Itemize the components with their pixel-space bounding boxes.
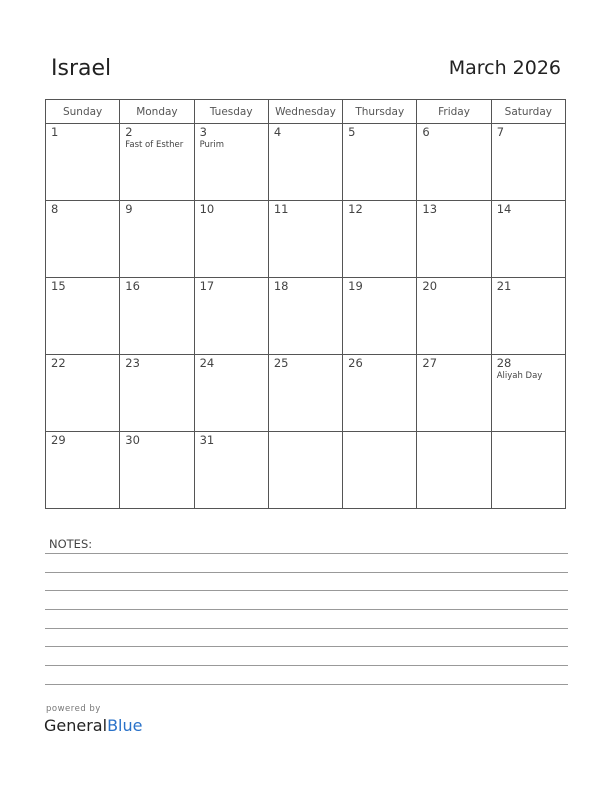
- day-cell: [194, 355, 268, 432]
- month-year-title: March 2026: [448, 57, 561, 79]
- day-cell: [120, 278, 194, 355]
- holiday-label: Fast of Esther: [125, 140, 184, 150]
- day-number: 16: [125, 279, 140, 293]
- day-cell: [268, 432, 342, 509]
- day-number: 2: [125, 125, 133, 139]
- day-cell: [491, 124, 565, 201]
- day-number: 19: [348, 279, 363, 293]
- powered-by-text: powered by: [46, 704, 101, 714]
- day-cell: [417, 355, 491, 432]
- day-number: 31: [199, 433, 215, 447]
- holiday-label: Aliyah Day: [496, 371, 543, 381]
- notes-line: [45, 572, 568, 573]
- day-cell: [491, 355, 565, 432]
- weekday-header: Thursday: [343, 100, 417, 124]
- day-cell: [120, 432, 194, 509]
- notes-line: [45, 665, 568, 666]
- week-row: [46, 278, 566, 355]
- day-cell: [120, 201, 194, 278]
- logo-general-text: General: [44, 716, 108, 735]
- notes-line: [45, 553, 568, 554]
- day-number: 24: [199, 356, 215, 370]
- day-number: 5: [348, 125, 356, 139]
- day-number: 1: [51, 125, 59, 139]
- day-number: 8: [51, 202, 59, 216]
- day-cell: [194, 201, 268, 278]
- notes-line: [45, 590, 568, 591]
- day-number: 9: [125, 202, 133, 216]
- day-number: 21: [496, 279, 512, 293]
- day-number: 27: [422, 356, 438, 370]
- day-cell: [491, 278, 565, 355]
- weekday-header: Friday: [417, 100, 491, 124]
- weekday-header: Tuesday: [194, 100, 268, 124]
- day-number: 23: [125, 356, 140, 370]
- day-cell: [268, 201, 342, 278]
- day-number: 4: [273, 125, 282, 139]
- day-cell: [46, 355, 120, 432]
- notes-line: [45, 646, 568, 647]
- day-cell: [268, 355, 342, 432]
- weekday-header: Wednesday: [268, 100, 342, 124]
- day-cell: [268, 124, 342, 201]
- day-cell: [46, 432, 120, 509]
- day-number: 3: [199, 125, 207, 139]
- day-number: 6: [422, 125, 430, 139]
- day-cell: [46, 124, 120, 201]
- calendar-grid: [45, 99, 566, 509]
- notes-label: NOTES:: [49, 537, 93, 551]
- day-number: 30: [125, 433, 140, 447]
- day-number: 7: [496, 125, 505, 139]
- day-number: 11: [273, 202, 289, 216]
- day-number: 25: [273, 356, 289, 370]
- day-number: 26: [348, 356, 363, 370]
- holiday-label: Purim: [199, 140, 225, 150]
- day-number: 14: [496, 202, 512, 216]
- day-cell: [194, 124, 268, 201]
- day-cell: [46, 201, 120, 278]
- day-number: 13: [422, 202, 438, 216]
- week-row: [46, 124, 566, 201]
- generalblue-logo[interactable]: [44, 716, 142, 735]
- country-title: Israel: [51, 56, 112, 81]
- day-number: 29: [51, 433, 66, 447]
- day-number: 12: [348, 202, 363, 216]
- day-cell: [343, 355, 417, 432]
- day-cell: [194, 278, 268, 355]
- day-cell: [268, 278, 342, 355]
- day-cell: [417, 278, 491, 355]
- logo-blue-text: Blue: [107, 716, 143, 735]
- day-cell: [343, 201, 417, 278]
- day-number: 18: [273, 279, 289, 293]
- day-cell: [343, 278, 417, 355]
- day-cell: [120, 355, 194, 432]
- notes-line: [45, 609, 568, 610]
- day-cell: [491, 432, 565, 509]
- week-row: [46, 201, 566, 278]
- day-number: 17: [199, 279, 215, 293]
- notes-line: [45, 684, 568, 685]
- day-cell: [417, 432, 491, 509]
- day-cell: [417, 201, 491, 278]
- day-number: 22: [51, 356, 66, 370]
- day-cell: [46, 278, 120, 355]
- day-number: 10: [199, 202, 215, 216]
- day-number: 15: [51, 279, 66, 293]
- week-row: [46, 355, 566, 432]
- day-cell: [417, 124, 491, 201]
- weekday-header-row: [46, 100, 566, 124]
- day-cell: [491, 201, 565, 278]
- weekday-header: Saturday: [491, 100, 565, 124]
- day-cell: [120, 124, 194, 201]
- day-number: 20: [422, 279, 438, 293]
- day-number: 28: [496, 356, 512, 370]
- weekday-header: Sunday: [46, 100, 120, 124]
- day-cell: [194, 432, 268, 509]
- week-row: [46, 432, 566, 509]
- day-cell: [343, 432, 417, 509]
- weekday-header: Monday: [120, 100, 194, 124]
- notes-line: [45, 628, 568, 629]
- day-cell: [343, 124, 417, 201]
